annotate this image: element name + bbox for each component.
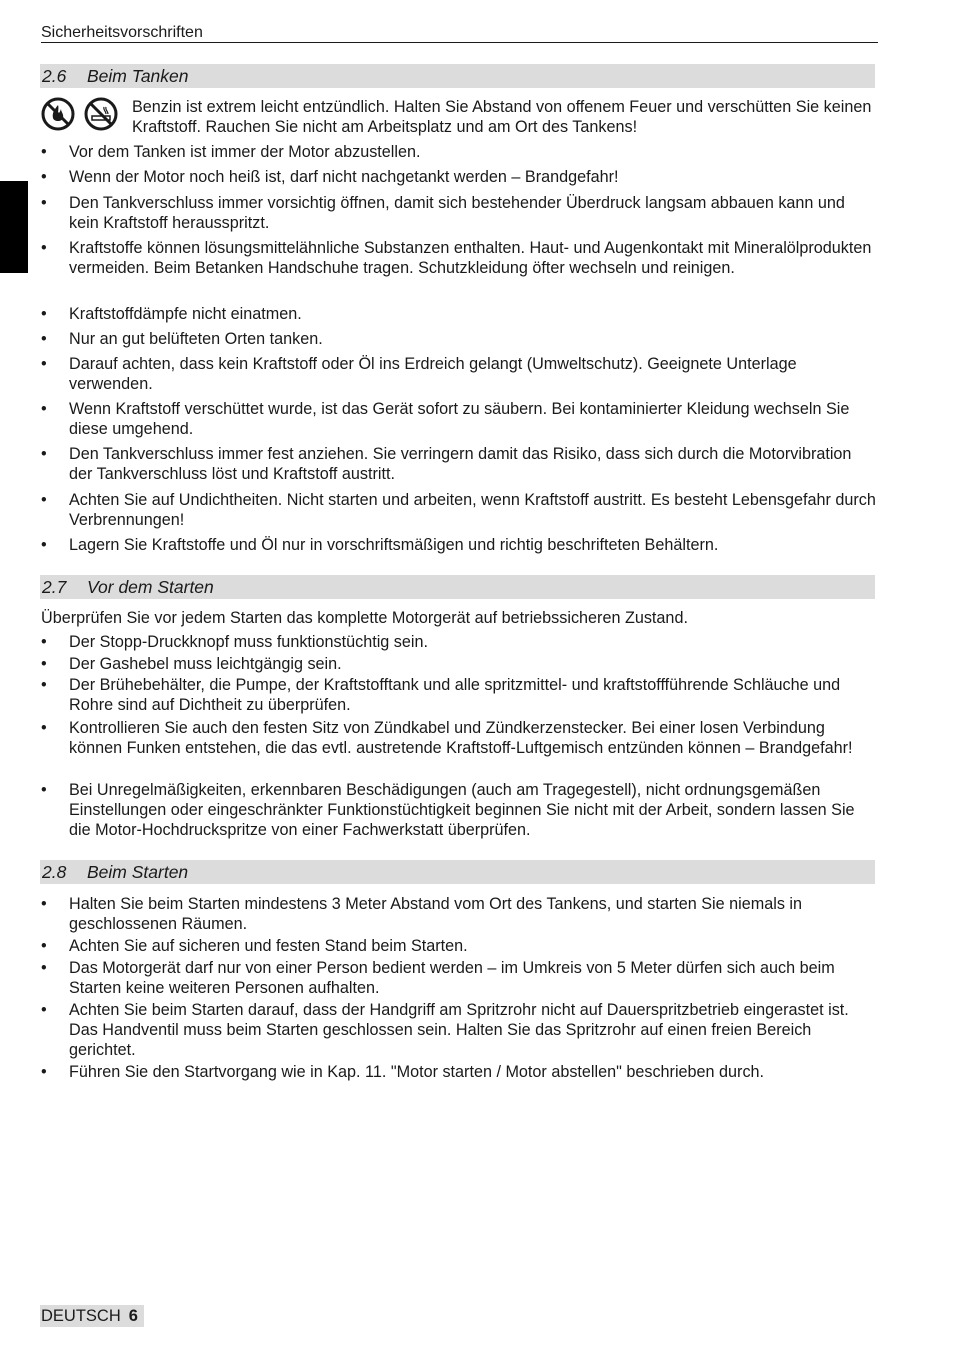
list-item: Vor dem Tanken ist immer der Motor abzustellen. bbox=[69, 143, 421, 161]
bullet-icon: • bbox=[41, 400, 47, 418]
bullet-icon: • bbox=[41, 168, 47, 186]
list-item: Das Motorgerät darf nur von einer Person bedient werden – im Umkreis von 5 Meter dürfen sich auch beim Starten keine weiteren Personen aufhalten. bbox=[69, 959, 835, 997]
list-item: Darauf achten, dass kein Kraftstoff oder Öl ins Erdreich gelangt (Umweltschutz). Geeignete Unterlage verwenden. bbox=[69, 355, 797, 393]
list-item: Kraftstoffdämpfe nicht einatmen. bbox=[69, 305, 302, 323]
fuel-warning-text: Benzin ist extrem leicht entzündlich. Halten Sie Abstand von offenem Feuer und verschütten Sie keinen Kraftstoff. Rauchen Sie nicht am Arbeitsplatz und am Ort des Tankens! bbox=[132, 98, 872, 136]
bullet-icon: • bbox=[41, 781, 47, 799]
page-footer bbox=[40, 1305, 144, 1327]
list-item: Der Brühebehälter, die Pumpe, der Kraftstofftank und alle spritzmittel- und kraftstoffführende Schläuche und Rohre sind auf Dichtheit zu überprüfen. bbox=[69, 676, 841, 714]
list-item: Bei Unregelmäßigkeiten, erkennbaren Beschädigungen (auch am Tragegestell), nicht ordnungsgemäßen Einstellungen oder eingeschränkter Funktionstüchtigkeit beginnen Sie nicht mit der Arbeit, sondern lassen Sie die Motor-Hochdruckspritze von einer Fachwerkstatt überprüfen. bbox=[69, 781, 855, 839]
section-number: 2.8 bbox=[42, 862, 67, 882]
bullet-icon: • bbox=[41, 445, 47, 463]
list-item: Der Stopp-Druckknopf muss funktionstüchtig sein. bbox=[69, 633, 428, 651]
section-number: 2.6 bbox=[42, 66, 67, 86]
bullet-icon: • bbox=[41, 1001, 47, 1019]
list-item: Nur an gut belüfteten Orten tanken. bbox=[69, 330, 323, 348]
section-title: Beim Tanken bbox=[87, 66, 189, 86]
footer-language: DEUTSCH bbox=[41, 1307, 121, 1325]
section-heading-2-6 bbox=[40, 64, 875, 88]
bullet-icon: • bbox=[41, 491, 47, 509]
bullet-icon: • bbox=[41, 330, 47, 348]
list-item: Kraftstoffe können lösungsmittelähnliche Substanzen enthalten. Haut- und Augenkontakt mit Mineralölprodukten vermeiden. Beim Betanken Handschuhe tragen. Schutzkleidung öfter wechseln und reinigen. bbox=[69, 239, 872, 277]
list-item: Halten Sie beim Starten mindestens 3 Meter Abstand vom Ort des Tankens, und starten Sie niemals in geschlossenen Räumen. bbox=[69, 895, 803, 933]
list-item: Den Tankverschluss immer vorsichtig öffnen, damit sich bestehender Überdruck langsam abbauen kann und kein Kraftstoff herausspritzt. bbox=[69, 194, 845, 232]
section-title: Beim Starten bbox=[87, 862, 189, 882]
list-item: Lagern Sie Kraftstoffe und Öl nur in vorschriftsmäßigen und richtig beschrifteten Behältern. bbox=[69, 536, 719, 554]
bullet-icon: • bbox=[41, 959, 47, 977]
bullet-icon: • bbox=[41, 143, 47, 161]
bullet-icon: • bbox=[41, 655, 47, 673]
section-title: Vor dem Starten bbox=[87, 577, 214, 597]
bullet-icon: • bbox=[41, 355, 47, 373]
header-rule bbox=[41, 42, 878, 43]
list-item: Führen Sie den Startvorgang wie in Kap. 11. "Motor starten / Motor abstellen" beschrieben durch. bbox=[69, 1063, 765, 1081]
list-item: Kontrollieren Sie auch den festen Sitz von Zündkabel und Zündkerzenstecker. Bei einer losen Verbindung können Funken entstehen, die das evtl. austretende Kraftstoff-Luftgemisch entzünden können – Brandgefahr! bbox=[69, 719, 853, 757]
no-fire-icon bbox=[41, 97, 75, 131]
section-heading-2-7 bbox=[40, 575, 875, 599]
running-header: Sicherheitsvorschriften bbox=[41, 24, 203, 41]
no-smoking-icon bbox=[84, 97, 118, 131]
list-item: Wenn der Motor noch heiß ist, darf nicht nachgetankt werden – Brandgefahr! bbox=[69, 168, 619, 186]
list-item: Den Tankverschluss immer fest anziehen. Sie verringern damit das Risiko, dass sich durch die Motorvibration der Tankverschluss löst und Kraftstoff austritt. bbox=[69, 445, 852, 483]
bullet-icon: • bbox=[41, 633, 47, 651]
bullet-icon: • bbox=[41, 239, 47, 257]
page-number: 6 bbox=[128, 1307, 138, 1325]
language-side-tab bbox=[0, 181, 28, 273]
list-item: Achten Sie beim Starten darauf, dass der Handgriff am Spritzrohr nicht auf Dauerspritzbetrieb eingerastet ist. Das Handventil muss beim Starten geschlossen sein. Halten Sie das Spritzrohr auf einen freien Bereich gerichtet. bbox=[69, 1001, 849, 1059]
list-item: Der Gashebel muss leichtgängig sein. bbox=[69, 655, 342, 673]
bullet-icon: • bbox=[41, 536, 47, 554]
intro-paragraph: Überprüfen Sie vor jedem Starten das komplette Motorgerät auf betriebssicheren Zustand. bbox=[41, 609, 688, 627]
bullet-icon: • bbox=[41, 895, 47, 913]
bullet-icon: • bbox=[41, 676, 47, 694]
bullet-icon: • bbox=[41, 719, 47, 737]
list-item: Wenn Kraftstoff verschüttet wurde, ist das Gerät sofort zu säubern. Bei kontaminierter Kleidung wechseln Sie diese umgehend. bbox=[69, 400, 850, 438]
section-number: 2.7 bbox=[42, 577, 67, 597]
bullet-icon: • bbox=[41, 305, 47, 323]
list-item: Achten Sie auf sicheren und festen Stand beim Starten. bbox=[69, 937, 468, 955]
section-heading-2-8 bbox=[40, 860, 875, 884]
bullet-icon: • bbox=[41, 1063, 47, 1081]
bullet-icon: • bbox=[41, 937, 47, 955]
list-item: Achten Sie auf Undichtheiten. Nicht starten und arbeiten, wenn Kraftstoff austritt. Es besteht Lebensgefahr durch Verbrennungen! bbox=[69, 491, 876, 529]
bullet-icon: • bbox=[41, 194, 47, 212]
